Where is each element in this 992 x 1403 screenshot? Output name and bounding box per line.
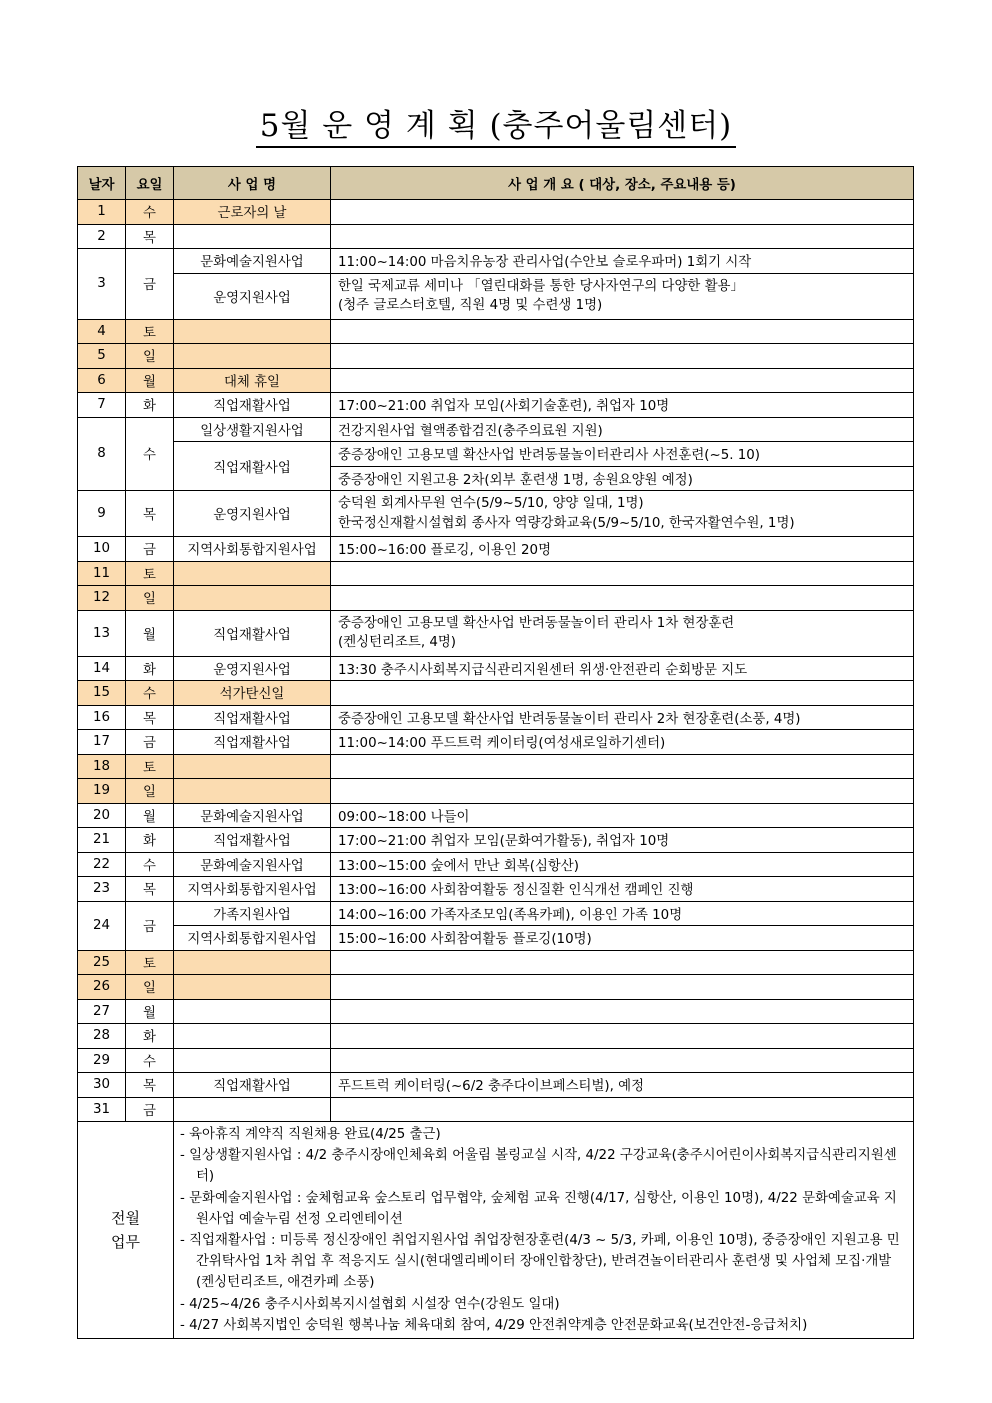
summary-cell: 건강지원사업 혈액종합검진(충주의료원 지원) [331,417,914,442]
summary-cell [331,561,914,586]
summary-cell: 푸드트럭 케이터링(~6/2 충주다이브페스티벌), 예정 [331,1073,914,1098]
summary-line: (청주 글로스터호텔, 직원 4명 및 수련생 1명) [338,298,603,313]
table-row [78,1073,914,1098]
table-row [78,950,914,975]
date-cell: 6 [78,368,126,393]
table-row [78,926,914,951]
summary-line: 숭덕원 회계사무원 연수(5/9~5/10, 양양 일대, 1명) [338,496,644,511]
summary-cell [331,681,914,706]
previous-month-row [78,1122,914,1339]
summary-cell [331,1097,914,1122]
date-cell: 30 [78,1073,126,1098]
date-cell: 25 [78,950,126,975]
project-cell: 근로자의 날 [174,200,331,225]
day-cell: 일 [126,344,174,369]
summary-cell [331,999,914,1024]
project-cell: 직업재활사업 [174,730,331,755]
date-cell: 11 [78,561,126,586]
date-cell: 10 [78,537,126,562]
summary-cell [331,779,914,804]
summary-cell: 중증장애인 지원고용 2차(외부 훈련생 1명, 송원요양원 예정) [331,466,914,491]
summary-cell: 17:00~21:00 취업자 모임(문화여가활동), 취업자 10명 [331,828,914,853]
day-cell: 토 [126,950,174,975]
day-cell: 목 [126,1073,174,1098]
date-cell: 2 [78,224,126,249]
table-row [78,852,914,877]
table-row [78,537,914,562]
summary-cell [331,754,914,779]
work-item: - 일상생활지원사업 : 4/2 충주시장애인체육회 어울림 볼링교실 시작, 4/22 구강교육(충주시어린이사회복지급식관리지원센터) [180,1148,897,1185]
date-cell: 26 [78,975,126,1000]
table-row [78,417,914,442]
summary-line: (켄싱턴리조트, 4명) [338,635,457,650]
day-cell: 금 [126,537,174,562]
table-row [78,705,914,730]
summary-cell: 11:00~14:00 푸드트럭 케이터링(여성새로일하기센터) [331,730,914,755]
summary-cell [331,1024,914,1049]
table-row [78,1097,914,1122]
day-cell: 수 [126,681,174,706]
header-day: 요일 [126,167,174,200]
day-cell: 일 [126,779,174,804]
date-cell: 13 [78,610,126,656]
date-cell: 9 [78,491,126,537]
table-row [78,344,914,369]
table-row [78,754,914,779]
project-cell [174,779,331,804]
table-row [78,730,914,755]
date-cell: 22 [78,852,126,877]
table-row [78,877,914,902]
project-cell: 석가탄신일 [174,681,331,706]
table-row [78,1024,914,1049]
summary-cell: 11:00~14:00 마음치유농장 관리사업(수안보 슬로우파머) 1회기 시작 [331,249,914,274]
header-project: 사 업 명 [174,167,331,200]
day-cell: 토 [126,319,174,344]
date-cell: 15 [78,681,126,706]
project-cell [174,1048,331,1073]
project-cell: 가족지원사업 [174,901,331,926]
project-cell [174,561,331,586]
date-cell: 24 [78,901,126,950]
summary-cell [331,344,914,369]
day-cell: 화 [126,656,174,681]
project-cell: 지역사회통합지원사업 [174,537,331,562]
date-cell: 16 [78,705,126,730]
previous-month-label [78,1122,174,1339]
day-cell: 월 [126,368,174,393]
table-row [78,656,914,681]
table-row [78,828,914,853]
summary-cell: 중증장애인 고용모델 확산사업 반려동물놀이터관리사 사전훈련(~5. 10) [331,442,914,467]
project-cell [174,975,331,1000]
project-cell: 문화예술지원사업 [174,249,331,274]
project-cell: 직업재활사업 [174,393,331,418]
table-row [78,491,914,537]
day-cell: 수 [126,1048,174,1073]
summary-cell [331,586,914,611]
summary-cell: 14:00~16:00 가족자조모임(족욕카페), 이용인 가족 10명 [331,901,914,926]
date-cell: 27 [78,999,126,1024]
date-cell: 18 [78,754,126,779]
day-cell: 월 [126,803,174,828]
summary-cell: 13:00~16:00 사회참여활동 정신질환 인식개선 캠페인 진행 [331,877,914,902]
summary-cell [331,491,914,537]
project-cell [174,754,331,779]
project-cell: 지역사회통합지원사업 [174,877,331,902]
summary-cell: 13:00~15:00 숲에서 만난 회복(심항산) [331,852,914,877]
schedule-table [77,166,914,1339]
day-cell: 화 [126,393,174,418]
day-cell: 목 [126,224,174,249]
day-cell: 목 [126,877,174,902]
table-row [78,200,914,225]
project-cell [174,224,331,249]
table-row [78,803,914,828]
table-row [78,393,914,418]
summary-cell [331,368,914,393]
day-cell: 일 [126,975,174,1000]
table-row [78,1048,914,1073]
summary-cell: 중증장애인 고용모델 확산사업 반려동물놀이터 관리사 2차 현장훈련(소풍, 4명) [331,705,914,730]
summary-cell [331,1048,914,1073]
summary-cell: 17:00~21:00 취업자 모임(사회기술훈련), 취업자 10명 [331,393,914,418]
table-row [78,368,914,393]
label-line: 업무 [111,1233,140,1252]
summary-cell [331,200,914,225]
project-cell [174,1097,331,1122]
table-header-row [78,167,914,200]
summary-cell [331,224,914,249]
work-item: - 문화예술지원사업 : 숲체험교육 숲스토리 업무협약, 숲체험 교육 진행(4/17, 심항산, 이용인 10명), 4/22 문화예술교육 지원사업 예술누림 선정 오리엔테이션 [180,1190,897,1227]
summary-line: 한국정신재활시설협회 종사자 역량강화교육(5/9~5/10, 한국자활연수원, 1명) [338,515,795,531]
table-row [78,901,914,926]
project-cell: 직업재활사업 [174,610,331,656]
date-cell: 19 [78,779,126,804]
header-date: 날자 [78,167,126,200]
project-cell: 운영지원사업 [174,491,331,537]
project-cell [174,344,331,369]
project-cell: 직업재활사업 [174,705,331,730]
table-row [78,999,914,1024]
summary-cell: 13:30 충주시사회복지급식관리지원센터 위생·안전관리 순회방문 지도 [331,656,914,681]
day-cell: 수 [126,852,174,877]
date-cell: 17 [78,730,126,755]
date-cell: 14 [78,656,126,681]
page-title: 5월 운 영 계 획 (충주어울림센터) [0,100,992,145]
table-row [78,681,914,706]
summary-cell [331,273,914,319]
day-cell: 금 [126,901,174,950]
day-cell: 수 [126,417,174,491]
summary-cell: 15:00~16:00 사회참여활동 플로깅(10명) [331,926,914,951]
date-cell: 5 [78,344,126,369]
day-cell: 금 [126,730,174,755]
date-cell: 12 [78,586,126,611]
day-cell: 목 [126,705,174,730]
work-item: - 4/27 사회복지법인 숭덕원 행복나눔 체육대회 참여, 4/29 안전취약계층 안전문화교육(보건안전-응급처치) [180,1317,808,1333]
project-cell: 운영지원사업 [174,273,331,319]
label-line: 전월 [111,1209,140,1228]
table-row [78,249,914,274]
project-cell [174,586,331,611]
day-cell: 금 [126,1097,174,1122]
day-cell: 월 [126,999,174,1024]
table-row [78,610,914,656]
summary-line: 한일 국제교류 세미나 「열린대화를 통한 당사자연구의 다양한 활용」 [338,278,744,294]
project-cell: 직업재활사업 [174,442,331,491]
date-cell: 1 [78,200,126,225]
work-item: - 4/25~4/26 충주시사회복지시설협회 시설장 연수(강원도 일대) [180,1296,560,1312]
summary-line: 중증장애인 고용모델 확산사업 반려동물놀이터 관리사 1차 현장훈련 [338,615,735,631]
table-row [78,779,914,804]
project-cell: 일상생활지원사업 [174,417,331,442]
project-cell: 운영지원사업 [174,656,331,681]
table-row [78,586,914,611]
project-cell: 직업재활사업 [174,828,331,853]
project-cell: 문화예술지원사업 [174,852,331,877]
table-row [78,273,914,319]
date-cell: 7 [78,393,126,418]
table-row [78,224,914,249]
previous-month-work [174,1122,914,1339]
day-cell: 화 [126,828,174,853]
work-item: - 직업재활사업 : 미등록 정신장애인 취업지원사업 취업장현장훈련(4/3 ~ 5/3, 카페, 이용인 10명), 중증장애인 지원고용 민간위탁사업 1차 취업 후 적응지도 실시(현대엘리베이터 장애인합창단), 반려견놀이터관리사 훈련생 및 사업체 모집·개발(켄싱턴리조트, 애견카페 소풍) [180,1233,900,1291]
summary-cell: 09:00~18:00 나들이 [331,803,914,828]
day-cell: 토 [126,754,174,779]
project-cell [174,319,331,344]
date-cell: 8 [78,417,126,491]
summary-cell [331,610,914,656]
summary-cell [331,950,914,975]
date-cell: 4 [78,319,126,344]
day-cell: 목 [126,491,174,537]
summary-cell: 15:00~16:00 플로깅, 이용인 20명 [331,537,914,562]
day-cell: 금 [126,249,174,320]
date-cell: 20 [78,803,126,828]
work-item: - 육아휴직 계약직 직원채용 완료(4/25 출근) [180,1127,441,1142]
date-cell: 3 [78,249,126,320]
date-cell: 31 [78,1097,126,1122]
project-cell: 직업재활사업 [174,1073,331,1098]
day-cell: 토 [126,561,174,586]
project-cell: 문화예술지원사업 [174,803,331,828]
day-cell: 일 [126,586,174,611]
project-cell [174,1024,331,1049]
project-cell: 대체 휴일 [174,368,331,393]
table-row [78,442,914,467]
table-row [78,975,914,1000]
project-cell [174,999,331,1024]
header-summary: 사 업 개 요 ( 대상, 장소, 주요내용 등) [331,167,914,200]
project-cell: 지역사회통합지원사업 [174,926,331,951]
table-row [78,561,914,586]
summary-cell [331,319,914,344]
table-row [78,319,914,344]
date-cell: 21 [78,828,126,853]
summary-cell [331,975,914,1000]
date-cell: 28 [78,1024,126,1049]
day-cell: 수 [126,200,174,225]
project-cell [174,950,331,975]
date-cell: 23 [78,877,126,902]
date-cell: 29 [78,1048,126,1073]
day-cell: 월 [126,610,174,656]
day-cell: 화 [126,1024,174,1049]
